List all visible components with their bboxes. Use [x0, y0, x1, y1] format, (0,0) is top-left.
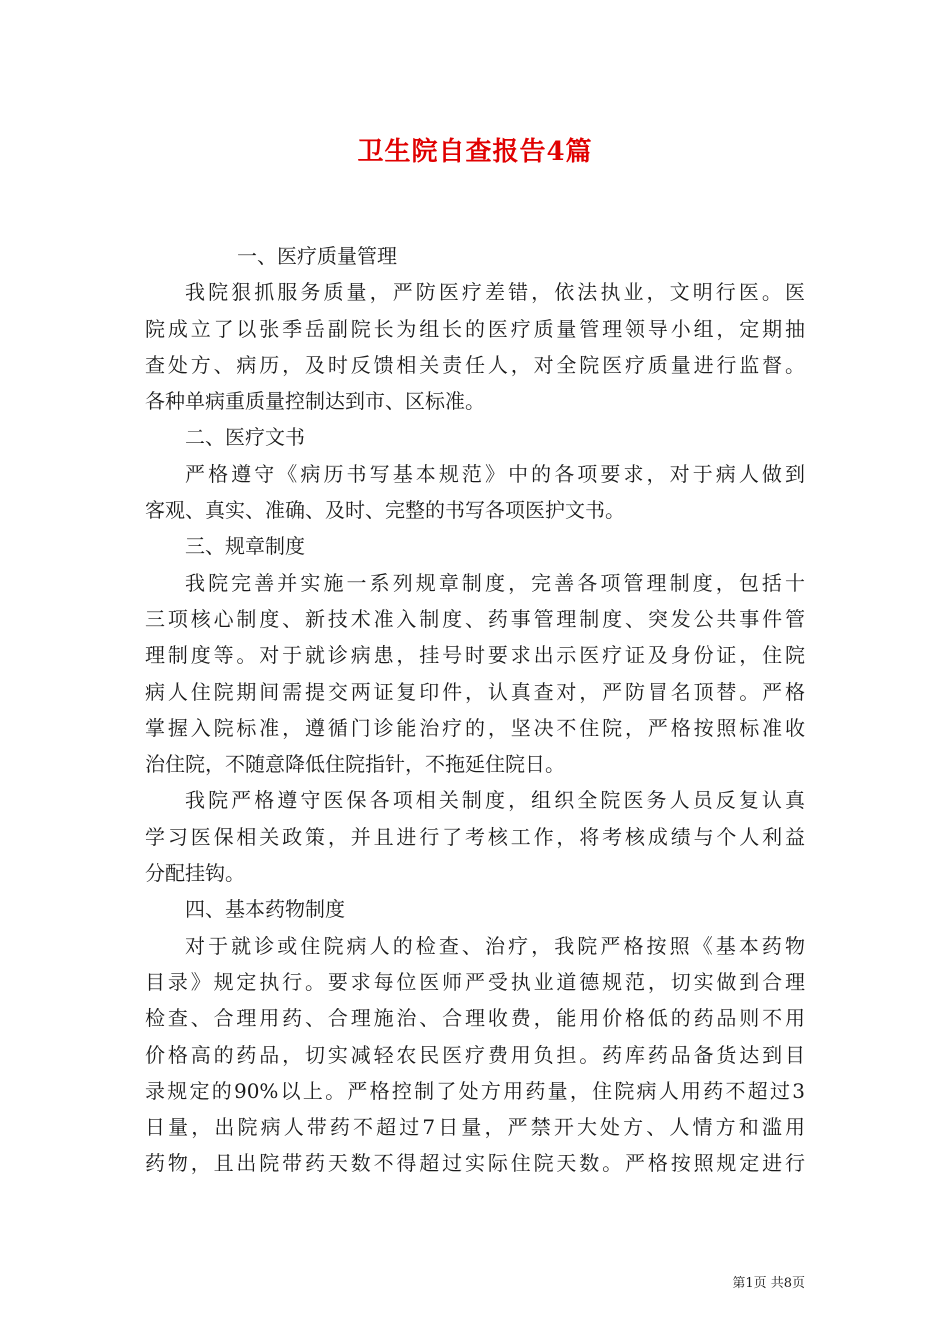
section-heading: 四、基本药物制度	[185, 897, 345, 922]
section-heading: 一、医疗质量管理	[237, 244, 397, 268]
paragraph-line: 目录》规定执行。要求每位医师严受执业道德规范，切实做到合理	[145, 969, 805, 994]
paragraph-line: 客观、真实、准确、及时、完整的书写各项医护文书。	[145, 498, 625, 523]
paragraph-line: 价格高的药品，切实减轻农民医疗费用负担。药库药品备货达到目	[145, 1042, 805, 1067]
paragraph-line: 治住院，不随意降低住院指针，不拖延住院日。	[145, 752, 565, 777]
paragraph-line: 药物，且出院带药天数不得超过实际住院天数。严格按照规定进行	[145, 1151, 805, 1176]
section-heading: 二、医疗文书	[185, 425, 305, 450]
paragraph-line: 理制度等。对于就诊病患，挂号时要求出示医疗证及身份证，住院	[145, 643, 805, 668]
paragraph-line: 我院狠抓服务质量，严防医疗差错，依法执业，文明行医。医	[185, 280, 805, 305]
paragraph-line: 录规定的90%以上。严格控制了处方用药量，住院病人用药不超过3	[145, 1078, 805, 1103]
section-heading: 三、规章制度	[185, 534, 305, 559]
paragraph-line: 掌握入院标准，遵循门诊能治疗的，坚决不住院，严格按照标准收	[145, 715, 805, 740]
document-body	[145, 238, 805, 1182]
paragraph-line: 院成立了以张季岳副院长为组长的医疗质量管理领导小组，定期抽	[145, 316, 805, 341]
paragraph-line: 三项核心制度、新技术准入制度、药事管理制度、突发公共事件管	[145, 606, 805, 631]
paragraph-line: 各种单病重质量控制达到市、区标准。	[145, 389, 485, 414]
paragraph-line: 学习医保相关政策，并且进行了考核工作，将考核成绩与个人利益	[145, 824, 805, 849]
document-title: 卫生院自查报告4篇	[357, 137, 593, 167]
paragraph-line: 日量，出院病人带药不超过7日量，严禁开大处方、人情方和滥用	[145, 1115, 805, 1140]
paragraph-line: 分配挂钩。	[145, 861, 245, 886]
paragraph-line: 对于就诊或住院病人的检查、治疗，我院严格按照《基本药物	[185, 933, 805, 958]
page-number: 第1页 共8页	[732, 1276, 805, 1291]
paragraph-line: 我院严格遵守医保各项相关制度，组织全院医务人员反复认真	[185, 788, 805, 813]
paragraph-line: 查处方、病历，及时反馈相关责任人，对全院医疗质量进行监督。	[145, 352, 805, 377]
paragraph-line: 我院完善并实施一系列规章制度，完善各项管理制度，包括十	[185, 570, 805, 595]
paragraph-line: 检查、合理用药、合理施治、合理收费，能用价格低的药品则不用	[145, 1006, 805, 1031]
paragraph-line: 病人住院期间需提交两证复印件，认真查对，严防冒名顶替。严格	[145, 679, 805, 704]
paragraph-line: 严格遵守《病历书写基本规范》中的各项要求，对于病人做到	[185, 461, 805, 486]
